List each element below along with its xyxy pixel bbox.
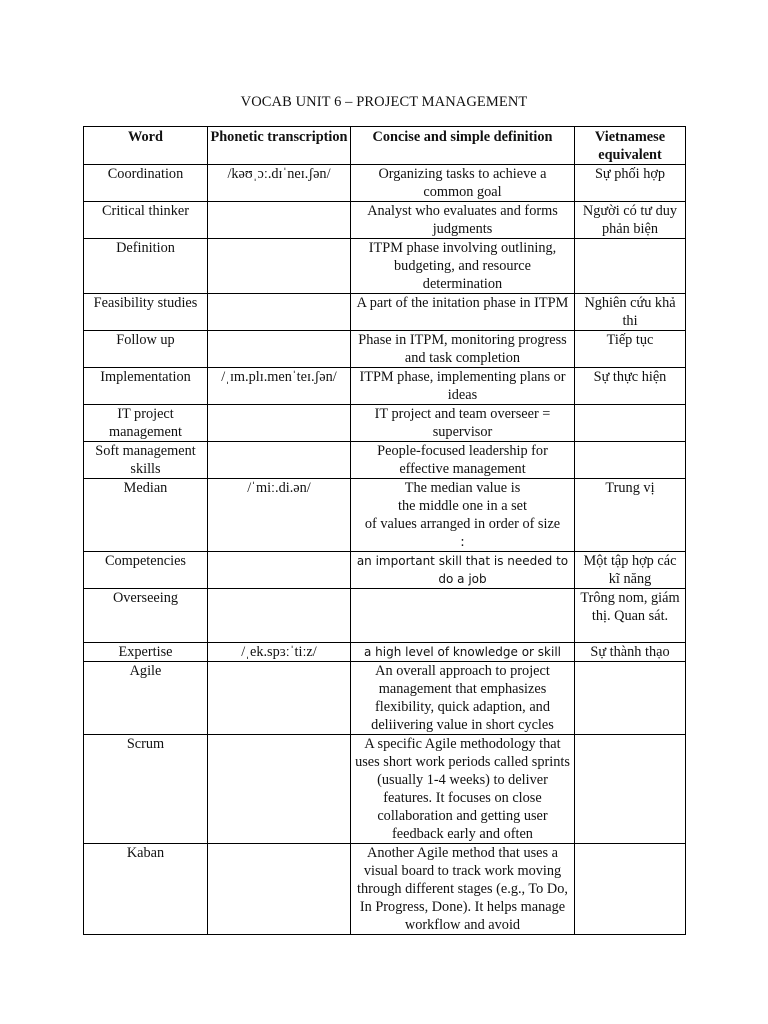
vocab-table	[83, 126, 686, 935]
word-cell: Implementation	[84, 368, 208, 405]
word-cell: Critical thinker	[84, 202, 208, 239]
vietnamese-cell: Sự thành thạo	[575, 643, 686, 662]
definition-cell: an important skill that is needed to do a job	[351, 552, 575, 589]
word-cell: Definition	[84, 239, 208, 294]
table-row	[84, 165, 686, 202]
word-cell: Kaban	[84, 844, 208, 935]
table-row	[84, 662, 686, 735]
vietnamese-cell: Sự thực hiện	[575, 368, 686, 405]
vietnamese-cell: Người có tư duy phản biện	[575, 202, 686, 239]
table-row	[84, 643, 686, 662]
header-definition: Concise and simple definition	[351, 127, 575, 165]
table-row	[84, 442, 686, 479]
phonetic-cell	[208, 405, 351, 442]
table-row	[84, 202, 686, 239]
word-cell: Expertise	[84, 643, 208, 662]
word-cell: Soft management skills	[84, 442, 208, 479]
phonetic-cell	[208, 442, 351, 479]
word-cell: Feasibility studies	[84, 294, 208, 331]
table-row	[84, 405, 686, 442]
table-row	[84, 331, 686, 368]
vietnamese-cell: Một tập hợp các kĩ năng	[575, 552, 686, 589]
definition-cell: Phase in ITPM, monitoring progress and task completion	[351, 331, 575, 368]
page-title: VOCAB UNIT 6 – PROJECT MANAGEMENT	[240, 94, 528, 110]
table-row	[84, 844, 686, 935]
header-word: Word	[84, 127, 208, 165]
phonetic-cell	[208, 331, 351, 368]
vietnamese-cell	[575, 405, 686, 442]
header-vietnamese: Vietnamese equivalent	[575, 127, 686, 165]
definition-cell: a high level of knowledge or skill	[351, 643, 575, 662]
word-cell: Follow up	[84, 331, 208, 368]
header-phonetic: Phonetic transcription	[208, 127, 351, 165]
table-header-row	[84, 127, 686, 165]
definition-cell: The median value is the middle one in a set of values arranged in order of size :	[351, 479, 575, 552]
word-cell: IT project management	[84, 405, 208, 442]
word-cell: Median	[84, 479, 208, 552]
word-cell: Overseeing	[84, 589, 208, 643]
table-row	[84, 294, 686, 331]
phonetic-cell: /ˌek.spɜːˈtiːz/	[208, 643, 351, 662]
phonetic-cell	[208, 589, 351, 643]
vietnamese-cell: Nghiên cứu khả thi	[575, 294, 686, 331]
vietnamese-cell	[575, 442, 686, 479]
phonetic-cell	[208, 735, 351, 844]
definition-cell: An overall approach to project management that emphasizes flexibility, quick adaption, and deliivering value in short cycles	[351, 662, 575, 735]
definition-cell: ITPM phase, implementing plans or ideas	[351, 368, 575, 405]
word-cell: Scrum	[84, 735, 208, 844]
vietnamese-cell	[575, 844, 686, 935]
vietnamese-cell	[575, 239, 686, 294]
word-cell: Competencies	[84, 552, 208, 589]
table-row	[84, 479, 686, 552]
word-cell: Coordination	[84, 165, 208, 202]
phonetic-cell	[208, 552, 351, 589]
definition-cell: Analyst who evaluates and forms judgments	[351, 202, 575, 239]
definition-cell	[351, 589, 575, 643]
phonetic-cell	[208, 662, 351, 735]
phonetic-cell: /ˌɪm.plɪ.menˈteɪ.ʃən/	[208, 368, 351, 405]
definition-cell: IT project and team overseer = supervisor	[351, 405, 575, 442]
vietnamese-cell	[575, 735, 686, 844]
table-row	[84, 368, 686, 405]
phonetic-cell	[208, 202, 351, 239]
table-row	[84, 239, 686, 294]
vietnamese-cell: Sự phối hợp	[575, 165, 686, 202]
word-cell: Agile	[84, 662, 208, 735]
phonetic-cell: /ˈmiː.di.ən/	[208, 479, 351, 552]
phonetic-cell	[208, 239, 351, 294]
definition-cell: People-focused leadership for effective management	[351, 442, 575, 479]
vietnamese-cell: Tiếp tục	[575, 331, 686, 368]
definition-cell: Organizing tasks to achieve a common goal	[351, 165, 575, 202]
vietnamese-cell	[575, 662, 686, 735]
phonetic-cell	[208, 844, 351, 935]
definition-cell: Another Agile method that uses a visual board to track work moving through different stages (e.g., To Do, In Progress, Done). It helps manage workflow and avoid	[351, 844, 575, 935]
table-row	[84, 589, 686, 643]
phonetic-cell	[208, 294, 351, 331]
table-row	[84, 735, 686, 844]
vietnamese-cell: Trông nom, giám thị. Quan sát.	[575, 589, 686, 643]
vietnamese-cell: Trung vị	[575, 479, 686, 552]
definition-cell: A part of the initation phase in ITPM	[351, 294, 575, 331]
table-row	[84, 552, 686, 589]
definition-cell: ITPM phase involving outlining, budgeting, and resource determination	[351, 239, 575, 294]
phonetic-cell: /kəʊˌɔː.dɪˈneɪ.ʃən/	[208, 165, 351, 202]
definition-cell: A specific Agile methodology that uses short work periods called sprints (usually 1-4 weeks) to deliver features. It focuses on close collaboration and getting user feedback early and often	[351, 735, 575, 844]
